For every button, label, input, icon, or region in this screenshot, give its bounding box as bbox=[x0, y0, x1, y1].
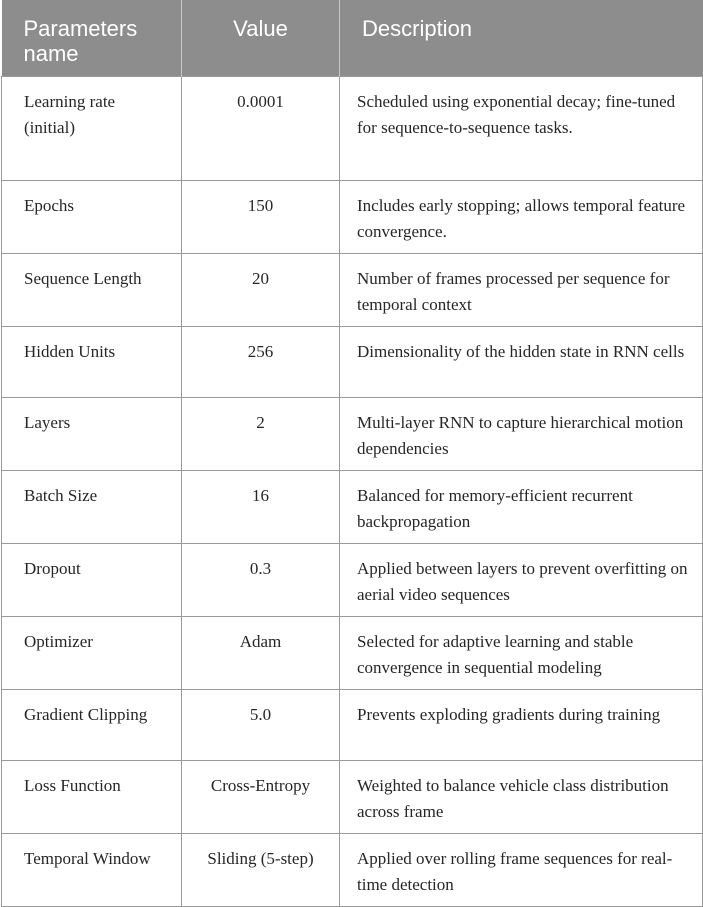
param-cell: Epochs bbox=[2, 181, 182, 254]
description-cell: Selected for adaptive learning and stable convergence in sequential modeling bbox=[340, 617, 703, 690]
value-cell: Adam bbox=[182, 617, 340, 690]
table-row bbox=[2, 398, 703, 471]
header-parameters-name: Parameters name bbox=[2, 0, 182, 77]
param-cell: Temporal Window bbox=[2, 834, 182, 907]
table-row bbox=[2, 761, 703, 834]
value-cell: Cross-Entropy bbox=[182, 761, 340, 834]
description-cell: Includes early stopping; allows temporal feature convergence. bbox=[340, 181, 703, 254]
param-cell: Layers bbox=[2, 398, 182, 471]
table-row bbox=[2, 327, 703, 398]
param-cell: Sequence Length bbox=[2, 254, 182, 327]
value-cell: 256 bbox=[182, 327, 340, 398]
table-row bbox=[2, 690, 703, 761]
header-row bbox=[2, 0, 703, 77]
value-cell: Sliding (5-step) bbox=[182, 834, 340, 907]
description-cell: Balanced for memory-efficient recurrent backpropagation bbox=[340, 471, 703, 544]
description-cell: Applied over rolling frame sequences for real-time detection bbox=[340, 834, 703, 907]
table-row bbox=[2, 254, 703, 327]
description-cell: Scheduled using exponential decay; fine-tuned for sequence-to-sequence tasks. bbox=[340, 77, 703, 181]
param-cell: Optimizer bbox=[2, 617, 182, 690]
value-cell: 20 bbox=[182, 254, 340, 327]
param-cell: Learning rate (initial) bbox=[2, 77, 182, 181]
description-cell: Number of frames processed per sequence for temporal context bbox=[340, 254, 703, 327]
param-cell: Dropout bbox=[2, 544, 182, 617]
description-cell: Prevents exploding gradients during training bbox=[340, 690, 703, 761]
param-cell: Batch Size bbox=[2, 471, 182, 544]
value-cell: 5.0 bbox=[182, 690, 340, 761]
table-row bbox=[2, 617, 703, 690]
table-body bbox=[2, 77, 703, 907]
value-cell: 0.3 bbox=[182, 544, 340, 617]
header-value: Value bbox=[182, 0, 340, 77]
table-row bbox=[2, 471, 703, 544]
table-row bbox=[2, 834, 703, 907]
table-row bbox=[2, 181, 703, 254]
param-cell: Hidden Units bbox=[2, 327, 182, 398]
value-cell: 2 bbox=[182, 398, 340, 471]
header-description: Description bbox=[340, 0, 703, 77]
param-cell: Loss Function bbox=[2, 761, 182, 834]
description-cell: Multi-layer RNN to capture hierarchical motion dependencies bbox=[340, 398, 703, 471]
value-cell: 0.0001 bbox=[182, 77, 340, 181]
table-row bbox=[2, 544, 703, 617]
table-header bbox=[2, 0, 703, 77]
description-cell: Dimensionality of the hidden state in RNN cells bbox=[340, 327, 703, 398]
description-cell: Weighted to balance vehicle class distribution across frame bbox=[340, 761, 703, 834]
param-cell: Gradient Clipping bbox=[2, 690, 182, 761]
parameters-table bbox=[1, 0, 703, 907]
value-cell: 150 bbox=[182, 181, 340, 254]
description-cell: Applied between layers to prevent overfitting on aerial video sequences bbox=[340, 544, 703, 617]
value-cell: 16 bbox=[182, 471, 340, 544]
table-row bbox=[2, 77, 703, 181]
